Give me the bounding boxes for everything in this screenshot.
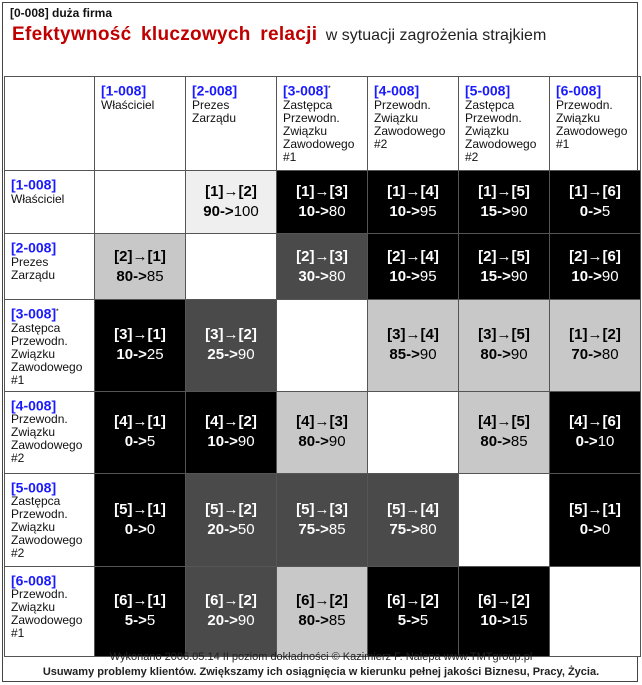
row-header-2-code [11,238,88,256]
current-value: 0 [124,433,134,451]
relation-label: [5]→[3] [296,500,348,518]
relation-label: [6]→[1] [114,592,166,610]
target-value: 5 [146,433,156,451]
row-header-2-code-text: [2-008] [11,239,57,256]
relation-values [95,520,185,540]
row-header-3 [5,300,95,392]
row-header-3-code-text: [3-008] [11,305,57,322]
relation-cell [95,300,186,392]
relation-values [550,345,640,365]
column-header-4-code-text: [4-008] [374,82,420,99]
column-header-5 [459,77,550,171]
row-header-1-label: Właściciel [11,191,65,206]
current-value: 20 [207,612,225,630]
row-header-4-code [11,396,88,414]
current-value: 90 [203,203,220,220]
matrix-row [5,473,641,566]
relation-label: [1]→[5] [478,183,530,200]
arrow-glyph: -> [588,203,602,220]
relation-label: [2]→[6] [569,247,621,265]
arrow-glyph: -> [315,203,329,220]
row-header-3-mark: * [56,309,59,315]
relation-label: [5]→[1] [114,500,166,518]
arrow-glyph: -> [497,203,511,220]
current-value: 10 [389,203,407,220]
relation-values [550,520,640,540]
row-header-5 [5,473,95,566]
relation-cell [186,171,277,234]
arrow-glyph: -> [224,520,238,538]
relation-cell [277,391,368,473]
column-header-6 [550,77,641,171]
relation-values [368,520,458,540]
arrow-glyph: -> [497,433,511,451]
current-value: 0 [579,520,589,538]
arrow-glyph: -> [406,203,420,220]
relation-cell [186,391,277,473]
matrix-row [5,234,641,300]
relation-cell [368,566,459,656]
relation-cell [550,391,641,473]
arrow-glyph: -> [583,433,598,451]
footer-credits: Wykonano 2006.05.14 II poziom dokładności © Kazimierz F. Nalepa www.TMTgroup.pl [109,651,533,663]
row-header-1 [5,171,95,234]
relation-cell [550,473,641,566]
relation-label: [3]→[4] [387,326,439,344]
relation-label: [3]→[5] [478,326,530,344]
relation-label: [5]→[2] [205,500,257,518]
row-header-2 [5,234,95,300]
arrow-glyph: -> [315,433,329,451]
current-value: 75 [298,520,316,538]
arrow-glyph: -> [219,203,234,220]
row-header-6-code-text: [6-008] [11,572,57,589]
target-value: 90 [510,267,528,285]
current-value: 10 [116,346,134,364]
title-subtitle: w sytuacji zagrożenia strajkiem [325,27,547,44]
relation-cell [368,300,459,392]
relation-label: [1]→[6] [569,183,621,200]
relation-values [186,432,276,452]
relation-cell [459,391,550,473]
current-value: 15 [480,203,498,220]
target-value: 25 [146,346,164,364]
column-header-6-code [556,81,634,99]
relation-cell [459,566,550,656]
empty-diagonal-cell [277,300,368,392]
row-header-4-code-text: [4-008] [11,397,57,414]
target-value: 85 [328,520,346,538]
column-header-3-mark: * [328,86,331,92]
title [12,24,546,46]
matrix-row [5,300,641,392]
relation-label: [3]→[1] [114,326,166,344]
row-header-1-code [11,175,88,193]
relation-cell [368,473,459,566]
relation-label: [4]→[6] [569,413,621,431]
column-header-2-code-text: [2-008] [192,82,238,99]
relation-label: [3]→[2] [205,326,257,344]
corner-cell [5,77,95,171]
row-header-6-label: Przewodn. Związku Zawodowego #1 [11,587,83,641]
column-header-6-label: Przewodn. Związku Zawodowego #1 [556,97,628,151]
header-row [5,77,641,171]
current-value: 25 [207,346,225,364]
arrow-glyph: -> [133,433,147,451]
arrow-glyph: -> [224,346,238,364]
row-header-1-code-text: [1-008] [11,176,57,193]
current-value: 70 [571,346,589,364]
row-header-5-label: Zastępca Przewodn. Związku Zawodowego #2 [11,494,83,561]
target-value: 85 [328,612,346,630]
relation-label: [1]→[3] [296,183,348,200]
relation-values [550,267,640,287]
column-header-1-label: Właściciel [101,97,155,112]
arrow-glyph: -> [588,346,602,364]
empty-diagonal-cell [186,234,277,300]
relation-values [95,267,185,287]
current-value: 5 [124,612,134,630]
target-value: 90 [237,612,255,630]
target-value: 90 [601,267,619,285]
relation-values [95,432,185,452]
column-header-3-code-text: [3-008] [283,82,329,99]
column-header-2-label: Prezes Zarządu [192,97,237,125]
relation-cell [186,566,277,656]
row-header-6-code [11,571,88,589]
column-header-3-label: Zastępca Przewodn. Związku Zawodowego #1 [283,97,355,164]
relation-label: [6]→[2] [478,592,530,610]
relation-values [186,520,276,540]
current-value: 10 [480,612,498,630]
relation-cell [277,473,368,566]
relation-label: [5]→[1] [569,500,621,518]
relation-cell [459,300,550,392]
row-header-6 [5,566,95,656]
column-header-1-code [101,81,179,99]
relation-values [277,267,367,287]
relation-values [368,611,458,631]
arrow-glyph: -> [224,433,238,451]
relation-cell [459,171,550,234]
empty-diagonal-cell [95,171,186,234]
arrow-glyph: -> [406,612,420,630]
relation-values [277,202,367,222]
relation-cell [95,473,186,566]
target-value: 5 [419,612,429,630]
arrow-glyph: -> [406,346,420,364]
arrow-glyph: -> [315,267,329,285]
target-value: 80 [419,520,437,538]
target-value: 90 [510,346,528,364]
relation-values [368,202,458,222]
target-value: 5 [601,203,611,220]
current-value: 80 [116,267,134,285]
relation-values [186,345,276,365]
arrow-glyph: -> [133,612,147,630]
target-value: 95 [419,267,437,285]
current-value: 10 [207,433,225,451]
relation-label: [4]→[5] [478,413,530,431]
current-value: 80 [480,433,498,451]
arrow-glyph: -> [497,612,511,630]
relation-values [368,267,458,287]
arrow-glyph: -> [315,520,329,538]
current-value: 15 [480,267,498,285]
relation-values [550,202,640,222]
relation-values [277,432,367,452]
arrow-glyph: -> [133,346,147,364]
relation-label: [2]→[4] [387,247,439,265]
empty-diagonal-cell [550,566,641,656]
relation-label: [2]→[1] [114,247,166,265]
relation-label: [6]→[2] [296,592,348,610]
relation-cell [550,171,641,234]
relation-values [186,611,276,631]
arrow-glyph: -> [315,612,329,630]
row-header-5-code [11,478,88,496]
row-header-5-code-text: [5-008] [11,479,57,496]
current-value: 85 [389,346,407,364]
relation-cell [95,391,186,473]
arrow-glyph: -> [133,267,147,285]
relation-label: [1]→[2] [205,183,257,200]
target-value: 80 [328,203,346,220]
arrow-glyph: -> [224,612,238,630]
relation-values [186,202,276,222]
arrow-glyph: -> [497,267,511,285]
empty-diagonal-cell [368,391,459,473]
relation-cell [368,171,459,234]
arrow-glyph: -> [497,346,511,364]
relation-cell [186,473,277,566]
arrow-glyph: -> [406,520,420,538]
company-tag: [0-008] duża firma [10,6,113,20]
target-value: 0 [146,520,156,538]
relation-values [277,611,367,631]
relation-label: [4]→[1] [114,413,166,431]
relation-label: [5]→[4] [387,500,439,518]
column-header-5-label: Zastępca Przewodn. Związku Zawodowego #2 [465,97,537,164]
relation-values [95,345,185,365]
relation-label: [1]→[2] [569,326,621,344]
row-header-3-code [11,304,88,322]
matrix-row [5,391,641,473]
relation-values [550,432,640,452]
target-value: 80 [328,267,346,285]
current-value: 20 [207,520,225,538]
relation-cell [277,234,368,300]
relation-label: [4]→[3] [296,413,348,431]
matrix-row [5,171,641,234]
current-value: 10 [298,203,316,220]
relation-values [459,345,549,365]
relation-label: [4]→[2] [205,413,257,431]
relation-cell [95,566,186,656]
row-header-2-label: Prezes Zarządu [11,254,56,282]
current-value: 80 [298,612,316,630]
column-header-5-code-text: [5-008] [465,82,511,99]
column-header-4 [368,77,459,171]
column-header-1-code-text: [1-008] [101,82,147,99]
column-header-2 [186,77,277,171]
column-header-3 [277,77,368,171]
column-header-1 [95,77,186,171]
column-header-5-code [465,81,543,99]
column-header-6-code-text: [6-008] [556,82,602,99]
relation-values [277,520,367,540]
target-value: 90 [510,203,528,220]
current-value: 0 [579,203,589,220]
current-value: 5 [397,612,407,630]
target-value: 90 [237,346,255,364]
target-value: 0 [601,520,611,538]
target-value: 80 [601,346,619,364]
empty-diagonal-cell [459,473,550,566]
target-value: 10 [597,433,615,451]
arrow-glyph: -> [588,520,602,538]
target-value: 100 [233,203,259,220]
current-value: 30 [298,267,316,285]
relation-values [459,611,549,631]
current-value: 80 [298,433,316,451]
relation-values [459,267,549,287]
arrow-glyph: -> [406,267,420,285]
target-value: 5 [146,612,156,630]
column-header-4-label: Przewodn. Związku Zawodowego #2 [374,97,446,151]
target-value: 85 [510,433,528,451]
relation-cell [368,234,459,300]
relation-label: [6]→[2] [205,592,257,610]
current-value: 80 [480,346,498,364]
relation-cell [550,234,641,300]
column-header-3-code [283,81,361,99]
relation-values [459,432,549,452]
target-value: 95 [419,203,437,220]
arrow-glyph: -> [133,520,147,538]
relation-values [95,611,185,631]
relation-cell [277,566,368,656]
relation-values [459,202,549,222]
target-value: 90 [237,433,255,451]
column-header-2-code [192,81,270,99]
current-value: 75 [389,520,407,538]
column-header-4-code [374,81,452,99]
row-header-4 [5,391,95,473]
relation-label: [2]→[5] [478,247,530,265]
relation-values [368,345,458,365]
target-value: 50 [237,520,255,538]
relations-matrix [4,76,641,657]
relation-cell [550,300,641,392]
arrow-glyph: -> [588,267,602,285]
relation-cell [277,171,368,234]
target-value: 90 [328,433,346,451]
footer-slogan: Usuwamy problemy klientów. Zwiększamy ich osiągnięcia w kierunku pełnej jakości Biznesu, Pracy, Życia. [42,666,600,678]
current-value: 0 [124,520,134,538]
target-value: 90 [419,346,437,364]
target-value: 85 [146,267,164,285]
relation-label: [1]→[4] [387,183,439,200]
current-value: 0 [575,433,584,451]
row-header-3-label: Zastępca Przewodn. Związku Zawodowego #1 [11,320,83,387]
relation-cell [186,300,277,392]
current-value: 10 [389,267,407,285]
relation-label: [6]→[2] [387,592,439,610]
row-header-4-label: Przewodn. Związku Zawodowego #2 [11,412,83,466]
title-main: Efektywność kluczowych relacji [12,24,318,45]
relation-label: [2]→[3] [296,247,348,265]
relation-cell [459,234,550,300]
target-value: 15 [510,612,528,630]
relation-cell [95,234,186,300]
current-value: 10 [571,267,589,285]
matrix-row [5,566,641,656]
